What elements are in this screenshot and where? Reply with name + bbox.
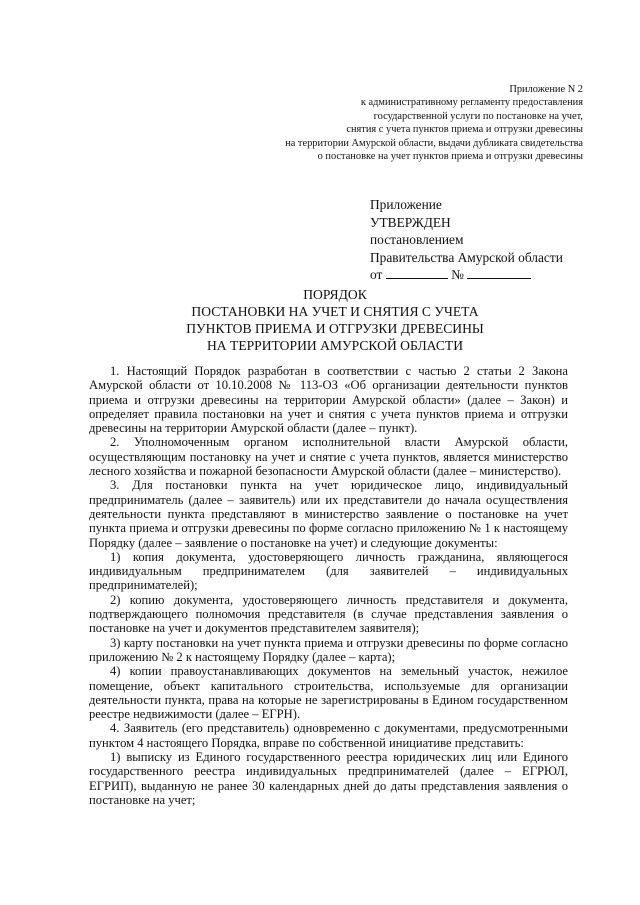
list-item: 1) копия документа, удостоверяющего личность гражданина, являющегося индивидуальным предпринимателем (для заявителей – индивидуальных предпринимателей); bbox=[89, 549, 568, 593]
list-item: 1) выписку из Единого государственного реестра юридических лиц или Единого государственного реестра индивидуальных предпринимателей (далее – ЕГРЮЛ, ЕГРИП), выданную не ранее 30 календарных дней до даты представления заявления о постановке на учет; bbox=[89, 750, 568, 807]
appendix-header bbox=[253, 83, 583, 163]
title-line: ПОСТАНОВКИ НА УЧЕТ И СНЯТИЯ С УЧЕТА bbox=[191, 304, 479, 319]
appendix-number: Приложение N 2 bbox=[509, 84, 583, 95]
appendix-subtitle-line: государственной услуги по постановке на учет, bbox=[373, 110, 583, 122]
date-blank-line bbox=[386, 267, 448, 279]
approval-government-label: Правительства Амурской области bbox=[370, 249, 563, 265]
paragraph: 2. Уполномоченным органом исполнительной власти Амурской области, осуществляющим постановку на учет и снятие с учета пунктов, является министерство лесного хозяйства и пожарной безопасности Амурской области (далее – министерство). bbox=[89, 435, 568, 479]
appendix-subtitle-line: к административному регламенту предоставления bbox=[360, 97, 583, 109]
title-line: ПУНКТОВ ПРИЕМА И ОТГРУЗКИ ДРЕВЕСИНЫ bbox=[186, 321, 484, 336]
title-line: ПОРЯДОК bbox=[303, 287, 367, 302]
list-item: 4) копии правоустанавливающих документов на земельный участок, нежилое помещение, объект капитального строительства, используемые для организации деятельности пункта, права на которые не зарегистрированы в Едином государственном реестре недвижимости (далее – ЕГРН). bbox=[89, 664, 568, 722]
approval-approved-label: УТВЕРЖДЕН bbox=[370, 214, 451, 230]
appendix-subtitle-line: снятия с учета пунктов приема и отгрузки древесины bbox=[346, 124, 583, 136]
approval-block bbox=[370, 196, 610, 284]
document-body bbox=[89, 364, 568, 807]
approval-resolution-label: постановлением bbox=[370, 232, 464, 248]
paragraph: 4. Заявитель (его представитель) одновременно с документами, предусмотренными пунктом 4 настоящего Порядка, вправе по собственной инициативе представить: bbox=[89, 721, 568, 750]
document-title bbox=[0, 286, 640, 354]
approval-appendix-label: Приложение bbox=[370, 197, 442, 212]
paragraph: 1. Настоящий Порядок разработан в соответствии с частью 2 статьи 2 Закона Амурской области от 10.10.2008 № 113-ОЗ «Об организации деятельности пунктов приема и отгрузки древесины на территории Амурской области» (далее – Закон) и определяет правила постановки на учет и снятия с учета пунктов приема и отгрузки древесины на территории Амурской области (далее – пункт). bbox=[89, 364, 568, 436]
approval-number-label: № bbox=[451, 267, 464, 283]
number-blank-line bbox=[467, 267, 531, 279]
title-line: НА ТЕРРИТОРИИ АМУРСКОЙ ОБЛАСТИ bbox=[206, 338, 464, 353]
appendix-subtitle-line: на территории Амурской области, выдачи дубликата свидетельства bbox=[285, 137, 583, 149]
approval-date-number-line bbox=[370, 266, 610, 284]
appendix-subtitle-line: о постановке на учет пунктов приема и отгрузки древесины bbox=[317, 151, 583, 163]
approval-from-label: от bbox=[370, 267, 383, 283]
list-item: 2) копию документа, удостоверяющего личность представителя и документа, подтверждающего полномочия представителя (в случае представления заявления о постановке на учет и документов представителем заявителя); bbox=[89, 592, 568, 636]
list-item: 3) карту постановки на учет пункта приема и отгрузки древесины по форме согласно приложению № 2 к настоящему Порядку (далее – карта); bbox=[89, 635, 568, 664]
paragraph: 3. Для постановки пункта на учет юридическое лицо, индивидуальный предприниматель (далее – заявитель) или их представители до начала осуществления деятельности пункта представляют в министерство заявление о постановке на учет пункта приема и отгрузки древесины по форме согласно приложению № 1 к настоящему Порядку (далее – заявление о постановке на учет) и следующие документы: bbox=[89, 478, 568, 550]
